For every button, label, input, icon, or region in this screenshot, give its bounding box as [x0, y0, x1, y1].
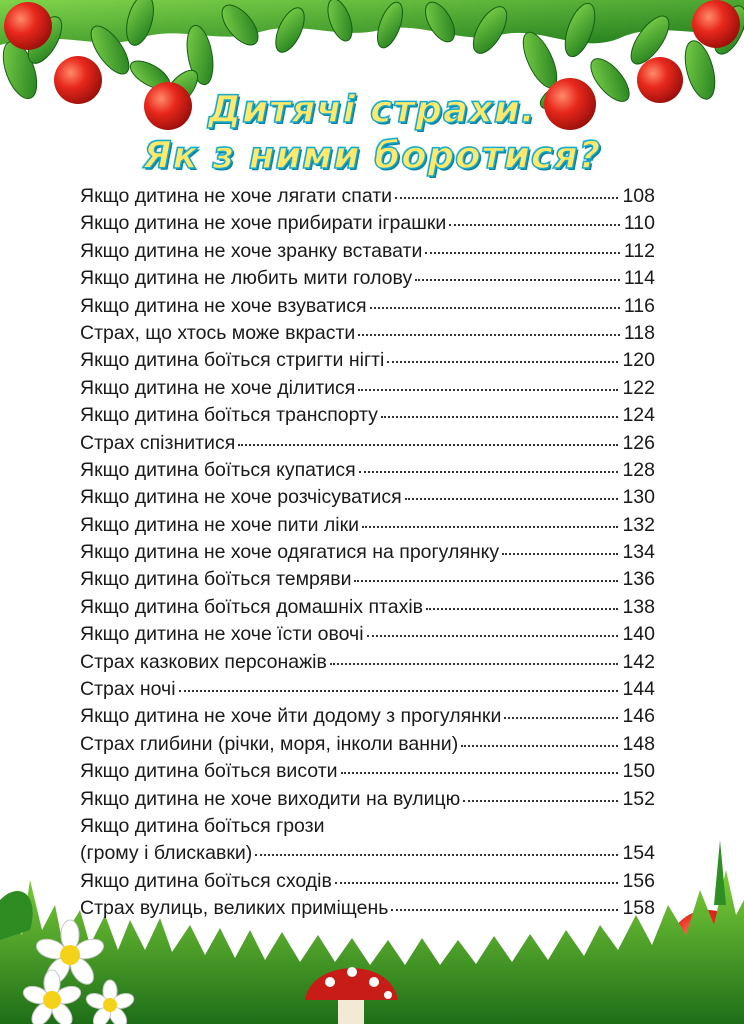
toc-entry-page: 142: [622, 650, 655, 673]
dot-leader: [238, 444, 618, 446]
toc-entry: [80, 705, 655, 732]
toc-entry-page: 116: [623, 294, 655, 317]
toc-entry-page: 140: [622, 623, 655, 646]
toc-entry-title: Якщо дитина не любить мити голову: [80, 267, 413, 290]
toc-entry-page: 122: [622, 376, 655, 399]
toc-entry-page: 134: [622, 541, 655, 564]
dot-leader: [502, 553, 618, 555]
dot-leader: [330, 663, 619, 665]
toc-entry: [80, 788, 655, 815]
toc-entry-title: Якщо дитина не хоче взуватися: [80, 294, 367, 317]
toc-entry-title: Якщо дитина не хоче одягатися на прогулянку: [80, 541, 500, 564]
toc-entry: [80, 459, 655, 486]
toc-entry-title: Страх глибини (річки, моря, інколи ванни): [80, 732, 459, 755]
toc-entry-page: 126: [622, 431, 655, 454]
toc-entry: [80, 733, 655, 760]
dot-leader: [381, 416, 619, 418]
toc-entry-title: Якщо дитина не хоче виходити на вулицю: [80, 787, 461, 810]
toc-entry: [80, 541, 655, 568]
toc-entry-page: 154: [622, 842, 655, 865]
dot-leader: [504, 717, 618, 719]
toc-entry: [80, 651, 655, 678]
toc-entry-title: Якщо дитина боїться транспорту: [80, 404, 378, 427]
dot-leader: [255, 854, 618, 856]
toc-entry-page: 120: [622, 349, 655, 372]
toc-entry-page: 124: [622, 404, 655, 427]
toc-entry-page: 112: [623, 239, 655, 262]
toc-entry-title: Якщо дитина не хоче їсти овочі: [80, 623, 364, 646]
toc-entry-title: Якщо дитина боїться темряви: [80, 568, 352, 591]
toc-entry-page: 118: [623, 321, 655, 344]
toc-entry-title: Якщо дитина боїться домашніх птахів: [80, 595, 424, 618]
dot-leader: [415, 279, 620, 281]
toc-entry-title: Страх вулиць, великих приміщень: [80, 897, 389, 920]
toc-entry-title: Якщо дитина не хоче зранку вставати: [80, 239, 423, 262]
toc-entry-title: Якщо дитина боїться купатися: [80, 458, 356, 481]
toc-entry-page: 138: [622, 595, 655, 618]
toc-entry: [80, 623, 655, 650]
toc-entry-title: Якщо дитина не хоче лягати спати: [80, 185, 393, 207]
toc-entry-title: Якщо дитина не хоче ділитися: [80, 376, 356, 399]
dot-leader: [335, 882, 619, 884]
toc-entry-title: Якщо дитина не хоче розчісуватися: [80, 486, 402, 509]
table-of-contents: [80, 185, 655, 925]
dot-leader: [426, 608, 618, 610]
toc-entry: [80, 815, 655, 842]
toc-entry: [80, 185, 655, 212]
toc-entry-title: Якщо дитина боїться сходів: [80, 869, 332, 892]
toc-entry: [80, 678, 655, 705]
dot-leader: [354, 580, 618, 582]
toc-entry-page: 114: [623, 267, 655, 290]
toc-entry: [80, 322, 655, 349]
dot-leader: [362, 526, 618, 528]
dot-leader: [367, 635, 619, 637]
dot-leader: [358, 334, 620, 336]
dot-leader: [387, 361, 618, 363]
toc-entry-page: 150: [622, 760, 655, 783]
toc-entry: [80, 897, 655, 924]
toc-entry: [80, 349, 655, 376]
toc-entry-page: 130: [622, 486, 655, 509]
toc-entry: [80, 870, 655, 897]
title-line-1: Дитячі страхи.: [208, 88, 536, 131]
dot-leader: [179, 690, 619, 692]
toc-entry: [80, 432, 655, 459]
toc-entry-title: Якщо дитина не хоче йти додому з прогулянки: [80, 705, 502, 728]
toc-entry-page: 132: [622, 513, 655, 536]
dot-leader: [370, 307, 620, 309]
dot-leader: [405, 498, 619, 500]
toc-entry: [80, 568, 655, 595]
toc-entry: [80, 295, 655, 322]
toc-entry: [80, 267, 655, 294]
toc-entry-title: Страх, що хтось може вкрасти: [80, 321, 356, 344]
toc-entry-page: 158: [622, 897, 655, 920]
toc-entry-page: 156: [622, 869, 655, 892]
toc-entry: [80, 404, 655, 431]
dot-leader: [391, 909, 618, 911]
toc-entry-page: 128: [622, 458, 655, 481]
dot-leader: [359, 471, 619, 473]
toc-entry: [80, 514, 655, 541]
dot-leader: [341, 772, 619, 774]
toc-entry: [80, 760, 655, 787]
toc-entry: [80, 486, 655, 513]
toc-entry-page: 146: [622, 705, 655, 728]
dot-leader: [463, 800, 618, 802]
dot-leader: [449, 224, 620, 226]
toc-entry-title: Якщо дитина не хоче прибирати іграшки: [80, 212, 447, 235]
dot-leader: [425, 252, 620, 254]
toc-entry: [80, 377, 655, 404]
toc-entry-title: Якщо дитина не хоче пити ліки: [80, 513, 360, 536]
toc-entry-title: (грому і блискавки): [80, 842, 253, 865]
toc-entry-title: Якщо дитина боїться грози: [80, 814, 325, 837]
toc-entry-page: 110: [623, 212, 655, 235]
toc-entry-page: 136: [622, 568, 655, 591]
toc-entry: [80, 842, 655, 869]
toc-entry-title: Якщо дитина боїться висоти: [80, 760, 338, 783]
dot-leader: [461, 745, 618, 747]
toc-entry-title: Страх казкових персонажів: [80, 650, 327, 673]
toc-entry-page: 144: [622, 678, 655, 701]
toc-entry: [80, 240, 655, 267]
toc-entry-title: Якщо дитина боїться стригти нігті: [80, 349, 385, 372]
toc-entry-page: 152: [622, 787, 655, 810]
toc-entry-title: Страх спізнитися: [80, 431, 236, 454]
toc-entry: [80, 596, 655, 623]
toc-entry-page: 108: [622, 185, 655, 207]
toc-entry-title: Страх ночі: [80, 678, 176, 701]
toc-entry: [80, 212, 655, 239]
toc-entry-page: 148: [622, 732, 655, 755]
dot-leader: [395, 197, 618, 199]
dot-leader: [358, 389, 618, 391]
title-line-2: Як з ними боротися?: [142, 134, 602, 177]
